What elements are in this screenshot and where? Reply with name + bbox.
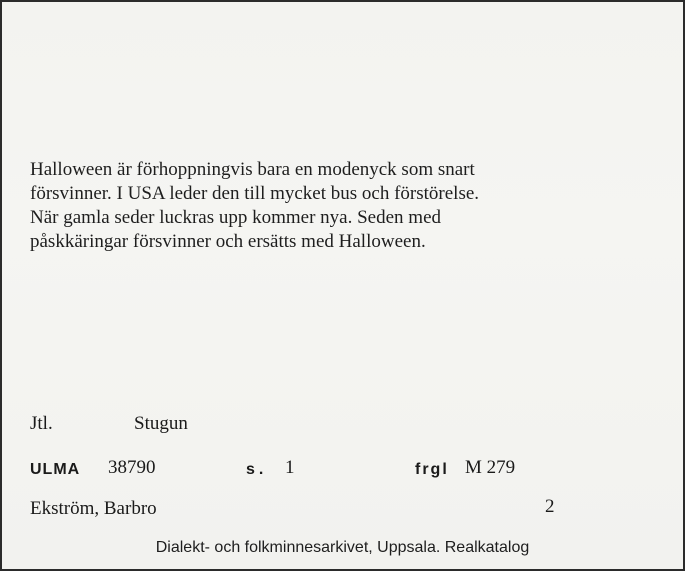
text-line: påskkäringar försvinner och ersätts med Halloween. [30,231,426,252]
question-number: M 279 [465,457,516,478]
archive-label: ULMA [30,461,81,478]
page-label: s. [246,461,268,478]
text-line: När gamla seder luckras upp kommer nya. Seden med [30,207,442,228]
institution-footer: Dialekt- och folkminnesarkivet, Uppsala. Realkatalog [155,539,530,556]
record-text [30,158,630,254]
archive-number: 38790 [108,457,156,478]
county: Jtl. [30,413,53,434]
parish: Stugun [134,413,188,434]
sheet-number: 2 [545,496,555,517]
text-line: Halloween är förhoppningvis bara en modenyck som snart [30,159,475,180]
question-label: frgl [415,461,449,478]
page-number: 1 [285,457,295,478]
informant-name: Ekström, Barbro [30,498,157,519]
text-line: försvinner. I USA leder den till mycket bus och förstörelse. [30,183,480,204]
